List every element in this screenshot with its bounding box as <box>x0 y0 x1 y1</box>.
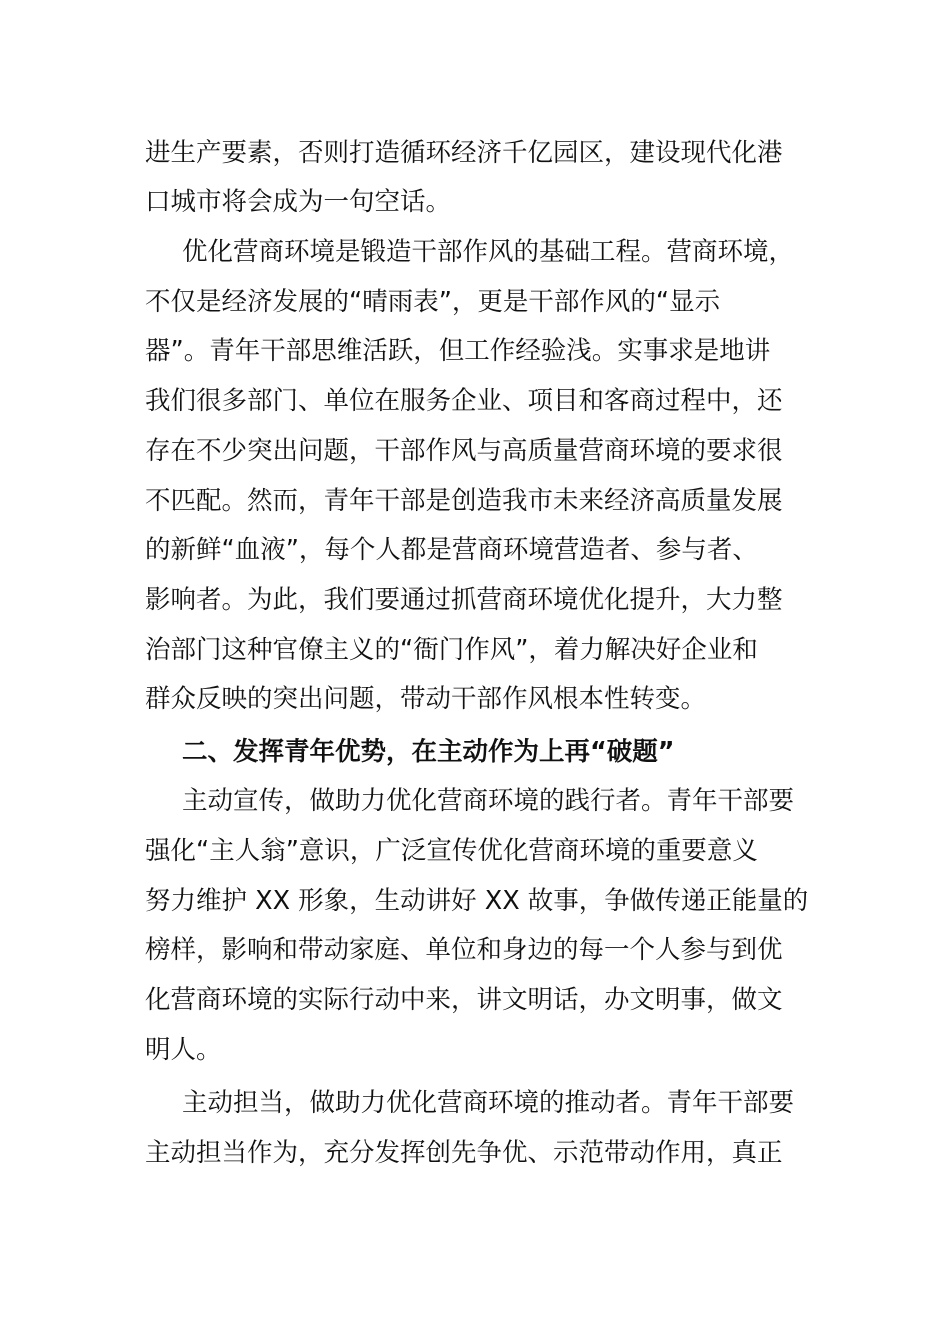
text-line: 口城市将会成为一句空话。 <box>145 187 452 217</box>
section-heading: 二、发挥青年优势，在主动作为上再“破题” <box>182 737 675 767</box>
text-line: 影响者。为此，我们要通过抓营商环境优化提升，大力整 <box>145 585 783 615</box>
text-line: 强化“主人翁”意识，广泛宣传优化营商环境的重要意义 <box>145 836 758 866</box>
text-line: 存在不少突出问题，干部作风与高质量营商环境的要求很 <box>145 436 783 466</box>
text-line: 的新鲜“血液”，每个人都是营商环境营造者、参与者、 <box>145 535 758 565</box>
text-line: 进生产要素，否则打造循环经济千亿园区，建设现代化港 <box>145 138 783 168</box>
text-line: 化营商环境的实际行动中来，讲文明话，办文明事，做文 <box>145 985 783 1015</box>
text-line: 努力维护 XX 形象，生动讲好 XX 故事，争做传递正能量的 <box>145 886 809 916</box>
text-line: 我们很多部门、单位在服务企业、项目和客商过程中，还 <box>145 386 783 416</box>
text-line: 榜样，影响和带动家庭、单位和身边的每一个人参与到优 <box>145 935 783 965</box>
text-line: 不匹配。然而，青年干部是创造我市未来经济高质量发展 <box>145 486 783 516</box>
text-line: 器”。青年干部思维活跃，但工作经验浅。实事求是地讲 <box>145 336 771 366</box>
text-line: 治部门这种官僚主义的“衙门作风”，着力解决好企业和 <box>145 635 758 665</box>
paragraph-start-line: 主动担当，做助力优化营商环境的推动者。青年干部要 <box>182 1088 795 1118</box>
paragraph-start-line: 主动宣传，做助力优化营商环境的践行者。青年干部要 <box>182 786 795 816</box>
text-line: 不仅是经济发展的“晴雨表”，更是干部作风的“显示 <box>145 287 721 317</box>
paragraph-start-line: 优化营商环境是锻造干部作风的基础工程。营商环境， <box>182 237 795 267</box>
text-line: 群众反映的突出问题，带动干部作风根本性转变。 <box>145 684 707 714</box>
text-line: 明人。 <box>145 1035 222 1065</box>
text-line: 主动担当作为，充分发挥创先争优、示范带动作用，真正 <box>145 1138 783 1168</box>
